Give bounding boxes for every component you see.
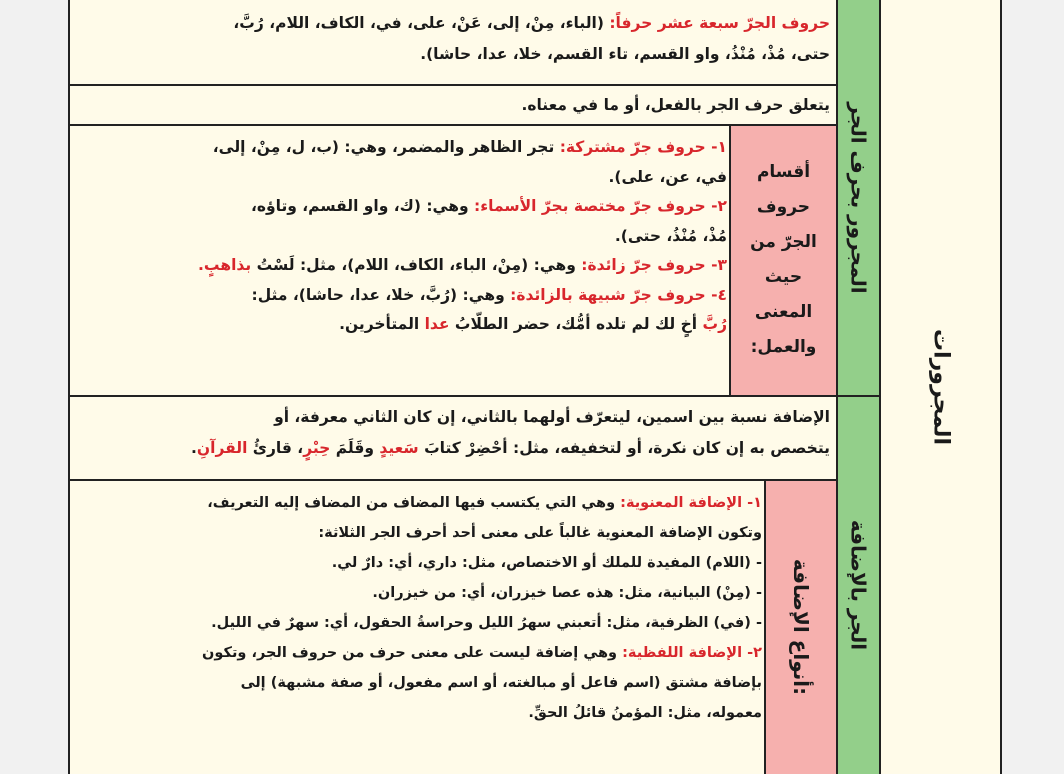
s1-row2-text: يتعلق حرف الجر بالفعل، أو ما في معناه. — [521, 96, 830, 114]
s2-item1-rest: وهي التي يكتسب فيها المضاف من المضاف إليه التعريف، — [207, 495, 621, 511]
divider-row1 — [70, 84, 837, 86]
s1-row3-label-6: والعمل: — [750, 337, 817, 357]
s1-row1-line2: حتى، مُذْ، مُنْذُ، واو القسم، تاء القسم، خلا، عدا، حاشا). — [420, 45, 830, 63]
main-title-cell — [880, 0, 1002, 774]
divider-row2 — [70, 124, 837, 126]
s1-item4-red: ٤- حروف جرّ شبيهة بالزائدة: — [510, 285, 727, 304]
s1-item3-example: بذاهبٍ. — [198, 256, 252, 274]
section1-title: المجرور بحرف الجر — [846, 102, 871, 294]
divider-main — [879, 0, 881, 774]
s1-item4-example-red2: عدا — [424, 315, 450, 333]
s1-item2-rest: وهي: (ك، واو القسم، وتاؤه، — [250, 197, 475, 215]
s1-item1-line2: في، عن، على). — [608, 167, 727, 186]
s1-item3-red: ٣- حروف جرّ زائدة: — [581, 256, 727, 274]
s1-row3-label-cell — [730, 125, 837, 396]
s2-row1-line2-start: يتخصص به إن كان نكرة، أو لتخفيفه، مثل: أحْضِرْ كتابَ — [418, 439, 830, 457]
s1-row3-label-5: المعنى — [754, 302, 813, 322]
s2-item1-line2: وتكون الإضافة المعنوية غالباً على معنى أحد أحرف الجر الثلاثة: — [318, 525, 762, 541]
s1-item3-rest: وهي: (مِنْ، الباء، الكاف، اللام)، مثل: لَسْتُ — [256, 256, 582, 274]
divider-green — [836, 0, 838, 774]
s2-row1-red3: القرآنِ — [196, 439, 248, 457]
s2-row1-line2-end: . — [191, 439, 197, 457]
divider-section — [70, 395, 880, 397]
s1-item1-red: ١- حروف جرّ مشتركة: — [559, 138, 727, 156]
s2-row2-content — [82, 488, 762, 774]
s1-row2 — [82, 90, 830, 124]
s1-item4-example-end: المتأخرين. — [339, 315, 425, 333]
s2-item2-rest: وهي إضافة ليست على معنى حرف من حروف الجر، وتكون — [202, 645, 623, 661]
s1-item2-line2: مُذْ، مُنْذُ، حتى). — [614, 226, 727, 245]
section2-title: الجر بالإضافة — [846, 519, 871, 651]
s1-item2-red: ٢- حروف جرّ مختصة بجرّ الأسماء: — [474, 197, 727, 215]
s1-row3-label-3: الجرّ من — [750, 232, 817, 252]
s1-item4-rest: وهي: (رُبَّ، خلا، عدا، حاشا)، مثل: — [251, 285, 511, 304]
s2-row2-label-cell — [765, 480, 837, 774]
s2-row1-red1: سَعيدٍ — [379, 439, 419, 457]
divider-pink1 — [729, 125, 731, 396]
s2-item1-line3: - (اللام) المفيدة للملك أو الاختصاص، مثل: داري، أي: دارٌ لي. — [331, 555, 762, 571]
section2-title-cell — [837, 396, 880, 774]
s1-row3-label-1: أقسام — [756, 162, 811, 182]
s2-row2-label: أنواع الإضافة: — [789, 558, 813, 696]
s2-item2-red: ٢- الإضافة اللفظية: — [622, 645, 762, 661]
s1-item1-rest: تجر الظاهر والمضمر، وهي: (ب، ل، مِنْ، إلى، — [212, 138, 560, 156]
s2-item1-line4: - (مِنْ) البيانية، مثل: هذه عصا خيزران، أي: من خيزران. — [372, 585, 762, 601]
s1-row1 — [82, 8, 830, 84]
s2-item2-line2: بإضافة مشتق (اسم فاعل أو مبالغته، أو اسم مفعول، أو صفة مشبهة) إلى — [240, 675, 762, 691]
s2-item2-line3: معموله، مثل: المؤمنُ قائلُ الحقِّ. — [528, 705, 762, 721]
s2-row1-line2-mid: وقَلَمَ — [330, 439, 380, 457]
section1-title-cell — [837, 0, 880, 396]
s2-item1-red: ١- الإضافة المعنوية: — [620, 495, 762, 511]
s1-row1-intro-red: حروف الجرّ سبعة عشر حرفاً: — [609, 14, 830, 32]
s1-item4-example-mid: أخٍ لك لم تلده أمُّك، حضر الطلّابُ — [449, 315, 703, 333]
s1-row3-content — [82, 133, 727, 393]
divider-row4 — [70, 479, 837, 481]
s1-item4-example-red1: رُبَّ — [702, 315, 727, 333]
s1-row3-label-4: حيث — [764, 267, 803, 287]
divider-pink2 — [764, 480, 766, 774]
s1-row3-label-2: حروف — [756, 197, 811, 217]
main-title: المجرورات — [928, 328, 954, 446]
s2-item1-line5: - (في) الظرفية، مثل: أتعبني سهرُ الليل وحراسةُ الحقول، أي: سهرٌ في الليل. — [211, 615, 762, 631]
s1-row1-intro-rest: (الباء، مِنْ، إلى، عَنْ، على، في، الكاف، اللام، رُبَّ، — [233, 14, 610, 32]
s2-row1 — [82, 402, 830, 474]
grammar-table-page — [68, 0, 1002, 774]
s2-row1-red2: حِبْرٍ — [303, 439, 331, 457]
s2-row1-line2-mid2: ، قارئُ — [247, 439, 304, 457]
s2-row1-line1: الإضافة نسبة بين اسمين، ليتعرّف أولهما بالثاني، إن كان الثاني معرفة، أو — [274, 408, 830, 426]
